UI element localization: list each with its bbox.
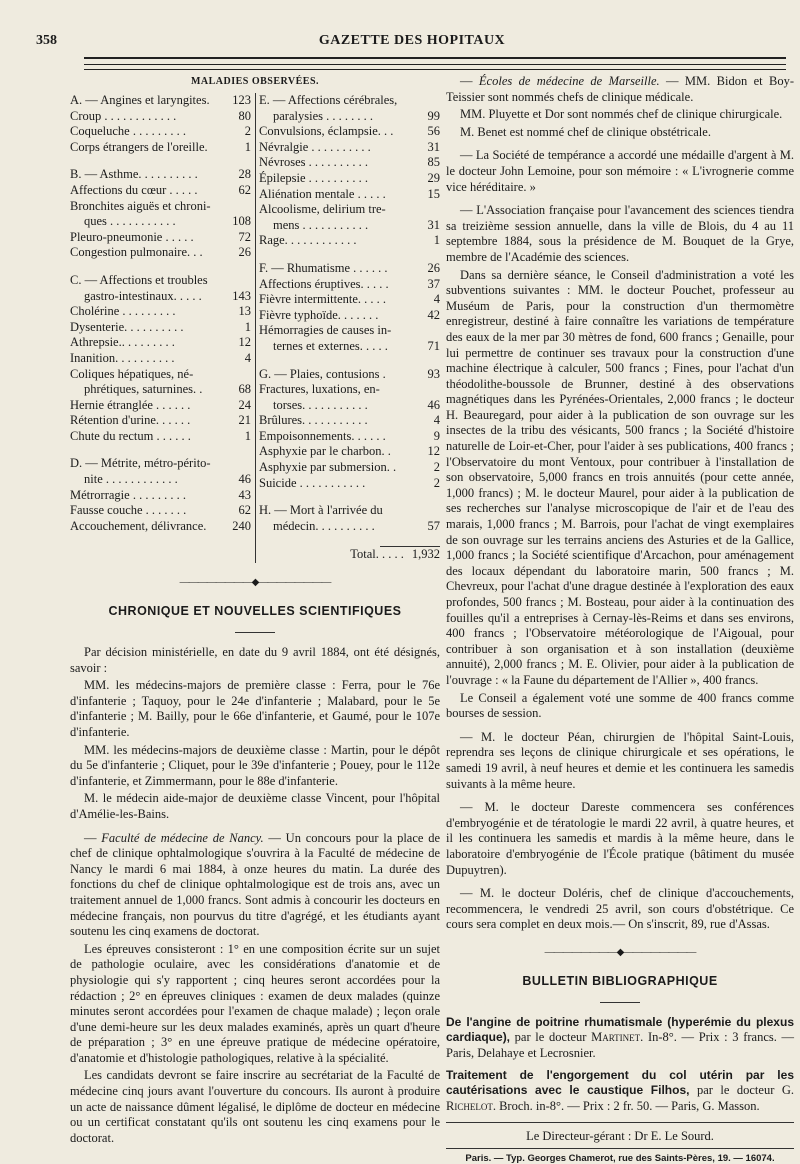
disease-label: Fractures, luxations, en- [259,382,380,397]
disease-label: Hernie étranglée . . . . . . [70,397,191,412]
disease-label: gastro-intestinaux. . . . . [84,288,202,303]
disease-row [70,183,251,199]
disease-label: Bronchites aiguës et chroni- [70,198,211,213]
disease-label: Asphyxie par submersion. . [259,460,397,475]
disease-count: 143 [232,288,251,303]
disease-label: Inanition. . . . . . . . . . [70,350,175,365]
disease-group-heading [70,273,251,289]
disease-row [259,413,440,429]
chronique-paragraph: Par décision ministérielle, en date du 9 avril 1884, ont été désignés, savoir : [70,645,440,675]
disease-row [259,476,440,492]
biblio-author: Richelot [446,1098,493,1113]
biblio-author: Martinet [591,1030,641,1045]
disease-count: 4 [244,350,251,365]
disease-count: 1 [244,428,251,443]
disease-count: 12 [238,335,251,350]
disease-label: mens . . . . . . . . . . . [273,217,369,232]
disease-row [70,488,251,504]
disease-row [259,202,440,218]
nancy-paragraph: — Faculté de médecine de Nancy. — Un concours pour la place de chef de clinique ophtalmologique s'ouvrira à la Faculté de médecine de Nancy le mardi 6 mai 1884, à onze heures du matin. La durée des fonctions du chef de clinique ophtalmologique est de trois ans, avec un traitement annuel de 1,000 francs. Sont admis à concourir les docteurs en médecine français, non pourvus du titre d'agrégé, et les étudiants ayant soutenu les cinq examens de doctorat. [70,830,440,939]
disease-row [259,292,440,308]
disease-label: Alcoolisme, delirium tre- [259,202,386,217]
group-heading-label: D. — Métrite, métro-périto- [70,456,211,471]
disease-count: 15 [427,186,440,201]
disease-count: 99 [427,108,440,123]
group-heading-value: 26 [427,260,440,275]
disease-count: 24 [238,397,251,412]
disease-group-heading [259,367,440,383]
disease-group-heading [259,503,440,519]
maladies-left-column [70,93,255,563]
group-heading-label: B. — Asthme. . . . . . . . . . [70,167,198,182]
doleris-paragraph: — M. le docteur Doléris, chef de clinique d'accouchements, recommencera, le vendredi 25 avril, son cours d'obstétrique. Ce cours sera complet en deux mois.— On s'inscrit, 89, rue d'Assas. [446,886,794,932]
chronique-paragraph: M. le médecin aide-major de deuxième classe Vincent, pour l'hôpital d'Amélie-les-Bains. [70,791,440,821]
disease-count: 4 [433,292,440,307]
page-header [36,33,788,49]
disease-label: nite . . . . . . . . . . . . [84,472,178,487]
marseille-text: — MM. Bidon et Boy-Teissier sont nommés chefs de clinique médicale. [446,74,795,104]
header-rule [84,64,786,65]
printer-line: Paris. — Typ. Georges Chamerot, rue des Saints-Pères, 19. — 16074. [465,1153,775,1164]
disease-row [70,335,251,351]
bourses-paragraph: Le Conseil a également voté une somme de 400 francs comme bourses de session. [446,690,794,721]
disease-count: 1 [244,319,251,334]
disease-row [259,187,440,203]
group-heading-label: G. — Plaies, contusions . [259,366,386,381]
disease-label: Hémorragies de causes in- [259,323,392,338]
group-heading-value [412,503,440,519]
biblio-text: par le docteur [510,1030,592,1045]
disease-label: Athrepsie.. . . . . . . . . [70,335,175,350]
disease-row [259,519,440,535]
disease-row [259,460,440,476]
disease-row [70,382,251,398]
disease-group [70,456,251,534]
disease-row [70,503,251,519]
disease-count [223,199,251,215]
disease-row [259,398,440,414]
disease-count: 9 [433,428,440,443]
disease-label: Rage. . . . . . . . . . . . [259,233,357,248]
disease-count: 21 [238,413,251,428]
total-label: Total. . . . . [350,547,404,562]
directeur-gerant: Le Directeur-gérant : Dr E. Le Sourd. [526,1129,714,1144]
disease-row [70,214,251,230]
disease-label: paralysies . . . . . . . . [273,108,373,123]
disease-label: Névralgie . . . . . . . . . . [259,139,371,154]
disease-row [70,429,251,445]
disease-count: 240 [232,518,251,533]
disease-count: 29 [427,170,440,185]
disease-count: 108 [232,214,251,229]
disease-label: ques . . . . . . . . . . . [84,214,176,229]
disease-row [70,398,251,414]
pean-paragraph: — M. le docteur Péan, chirurgien de l'hôpital Saint-Louis, reprendra ses leçons de clinique chirurgicale et ses opérations, le samedi 19 avril, à neuf heures et demie et les continuera les samedis suivants à la même heure. [446,729,794,791]
biblio-text: . Broch. in-8°. — Prix : 2 fr. 50. — Paris, G. Masson. [492,1098,760,1113]
left-column [70,74,440,1148]
disease-count: 13 [238,304,251,319]
disease-count: 31 [427,217,440,232]
disease-row [70,413,251,429]
disease-label: ternes et externes. . . . . [273,338,388,353]
disease-count: 62 [238,503,251,518]
disease-group [70,273,251,445]
disease-label: Coliques hépatiques, né- [70,366,194,381]
disease-count: 46 [427,397,440,412]
footer-rule [446,1122,794,1123]
group-heading-value [223,456,251,472]
disease-group [259,261,440,355]
disease-row [259,429,440,445]
biblio-entry [446,1068,794,1115]
biblio-text: . In-8°. — Prix : 3 francs. — Paris, Delahaye et Lecrosnier. [446,1030,795,1061]
disease-row [70,124,251,140]
disease-group [259,367,440,492]
disease-count: 12 [427,444,440,459]
header-rule [84,69,786,70]
marseille-paragraph-3: M. Benet est nommé chef de clinique obstétricale. [460,124,711,139]
disease-count: 43 [238,487,251,502]
disease-label: Fièvre typhoïde. . . . . . . [259,307,379,322]
disease-row [259,155,440,171]
candidats-paragraph: Les candidats devront se faire inscrire au secrétariat de la Faculté de médecine cinq jours avant l'ouverture du concours. Ils auront à produire un acte de naissance dûment légalisé, le diplôme de docteur en médecine ou un certificat constatant qu'ils ont soutenu les cinq examens pour le doctorat. [70,1068,440,1145]
disease-label: Convulsions, éclampsie. . . [259,124,394,139]
disease-group-heading [70,456,251,472]
disease-label: Cholérine . . . . . . . . . [70,304,176,319]
disease-row [70,519,251,535]
disease-count: 62 [238,182,251,197]
disease-count: 2 [433,475,440,490]
disease-row [259,444,440,460]
disease-label: Asphyxie par le charbon. . [259,444,391,459]
disease-row [259,339,440,355]
disease-group-heading [259,93,440,109]
disease-row [70,351,251,367]
association-paragraph: — L'Association française pour l'avancement des sciences tiendra sa treizième session annuelle, dans la ville de Blois, du 4 au 11 septembre 1884, sous la présidence de M. Bouquet de la Grye, membre de l'Académie des sciences. [446,203,794,264]
maladies-table [70,93,440,563]
section-separator: ————————◆———————— [179,577,331,589]
disease-label: Coqueluche . . . . . . . . . [70,124,186,139]
disease-label: Rétention d'urine. . . . . . [70,413,191,428]
disease-row [70,109,251,125]
disease-row [70,199,251,215]
disease-row [70,367,251,383]
disease-label: torses. . . . . . . . . . . [273,397,368,412]
maladies-title: MALADIES OBSERVÉES. [190,76,320,87]
disease-count: 4 [433,413,440,428]
temperance-paragraph: — La Société de tempérance a accordé une médaille d'argent à M. le docteur John Lemoine, pour son mémoire : « L'ivrognerie comme vice héréditaire. » [446,148,794,194]
disease-group [259,93,440,249]
disease-count: 72 [238,229,251,244]
disease-label: Empoisonnements. . . . . . [259,428,386,443]
disease-row [70,230,251,246]
page-number: 358 [36,33,57,48]
bulletin-title: BULLETIN BIBLIOGRAPHIQUE [522,973,718,988]
chronique-paragraph: MM. les médecins-majors de deuxième classe : Martin, pour le dépôt du 5e d'infanterie ; Cliquet, pour le 39e d'infanterie ; Pouey, pour le 112e d'infanterie, et Zimmermann, pour le 88e d'infanterie. [70,742,440,788]
header-rule [84,57,786,59]
disease-label: phrétiques, saturnines. . [84,382,203,397]
disease-label: Fièvre intermittente. . . . . [259,292,387,307]
disease-label: médecin. . . . . . . . . . [273,518,375,533]
marseille-paragraph-2: MM. Pluyette et Dor sont nommés chef de clinique chirurgicale. [460,107,783,122]
disease-row [259,140,440,156]
nancy-text: — Un concours pour la place de chef de clinique ophtalmologique s'ouvrira à la Faculté de médecine de Nancy le mardi 6 mai 1884, à onze heures du matin. La durée des fonctions du chef de clinique ophtalmologique est de trois ans, avec un traitement annuel de 1,000 francs. Sont admis à concourir les docteurs en médecine français, non pourvus du titre d'agrégé, et les étudiants ayant soutenu les cinq examens de doctorat. [70,830,440,939]
disease-row [70,472,251,488]
disease-count: 37 [427,276,440,291]
disease-group [259,503,440,534]
disease-row [70,289,251,305]
disease-group [70,93,251,155]
disease-row [259,382,440,398]
right-column [446,74,794,1164]
disease-count: 68 [238,382,251,397]
disease-count: 26 [238,245,251,260]
disease-label: Névroses . . . . . . . . . . [259,155,369,170]
disease-group [70,167,251,261]
disease-count: 42 [427,307,440,322]
disease-group-heading [70,167,251,183]
disease-count [412,202,440,218]
disease-label: Dysenterie. . . . . . . . . . [70,319,184,334]
disease-label: Croup . . . . . . . . . . . . [70,108,177,123]
biblio-entry [446,1015,794,1062]
disease-count: 56 [427,124,440,139]
disease-row [259,171,440,187]
disease-row [259,277,440,293]
disease-row [70,320,251,336]
disease-count: 1 [244,139,251,154]
disease-label: Corps étrangers de l'oreille. [70,139,208,154]
disease-count: 80 [238,108,251,123]
disease-count [412,382,440,398]
disease-count [223,367,251,383]
group-heading-label: H. — Mort à l'arrivée du [259,503,383,518]
subventions-paragraph: Dans sa dernière séance, le Conseil d'administration a voté les subventions suivantes : MM. le docteur Pouchet, professeur au Muséum de Paris, pour la construction d'un thermomètre enregistreur, destiné à faire connaître les variations de température des eaux de la mer par 30 mètres de fond, 600 francs ; Genaille, pour lui permettre de continuer ses travaux pour la construction d'une machine électrique à calculer, 500 francs ; Fines, pour l'achat d'un théodolithe-boussole de Brunner, destiné à des observations magnétiques dans les Pyrénées-Orientales, 2,000 francs ; le docteur H. Beauregard, pour aider à la publication de son ouvrage sur les insectes de la tribu des vésicants, 500 francs ; la Société d'histoire naturelle de Loir-et-Cher, pour l'aider à ses publications, 400 francs ; l'Observatoire du mont Ventoux, pour contribuer à l'installation de son observatoire, 5,000 francs en trois annuités (pour cette année, 1,000 francs) ; M. le docteur Maurel, pour aider à la publication de ses recherches sur l'analyse microscopique de l'air et de l'eau des marais, 1,000 francs ; M. Barrois, pour l'achat de vingt exemplaires de son ouvrage sur les terrains anciens des Asturies et de la Gallice, 1,000 francs ; la Société scientifique d'Arcachon, pour aménagement des locaux dépendant du laboratoire marin, 500 francs ; M. Chevreux, pour l'achat d'une drague destinée à l'exploration des eaux profondes, 500 francs ; M. Bosteau, pour aider à la continuation des fouilles qu'il a entreprises à Cernay-lès-Reims et dans ses environs, 400 francs ; l'Observatoire météorologique de l'Aigoual, pour contribuer à son organisation et à son installation (deuxième annuité), 2,000 francs ; M. E. Olivier, pour aider à la publication de l'ouvrage : « la Faune du département de l'Allier », 400 francs. [446,267,794,687]
marseille-paragraph: — Écoles de médecine de Marseille. — MM. Bidon et Boy-Teissier sont nommés chefs de clinique médicale. [446,74,795,104]
maladies-right-column [255,93,440,563]
disease-count: 46 [238,472,251,487]
disease-label: Pleuro-pneumonie . . . . . [70,229,194,244]
total-value: 1,932 [411,547,440,562]
title-rule [600,1002,640,1003]
disease-row [70,140,251,156]
total-row [259,547,440,563]
disease-count: 2 [244,124,251,139]
disease-label: Chute du rectum . . . . . . [70,428,191,443]
biblio-text: par le docteur G. [689,1083,794,1098]
group-heading-label: F. — Rhumatisme . . . . . . [259,260,388,275]
column-divider [255,93,256,563]
epreuves-paragraph: Les épreuves consisteront : 1° en une composition écrite sur un sujet de pathologie oculaire, avec les considérations d'anatomie et de physiologie qui s'y rapportent ; cinq heures seront accordées pour la rédaction ; 2° en épreuves cliniques : examen de deux malades (quinze minutes seront accordées pour l'examen de chaque malade) ; leçon orale d'une demi-heure sur les deux malades examinés, après un quart d'heure de préparation ; 3° en une épreuve pratique de médecine opératoire, d'anatomie et d'histologie pathologiques, relative à la spécialité. [70,941,440,1065]
disease-row [259,308,440,324]
disease-count: 1 [433,233,440,248]
disease-count: 31 [427,139,440,154]
group-heading-label: A. — Angines et laryngites. [70,93,210,107]
group-heading-value: 93 [427,366,440,381]
disease-row [70,245,251,261]
dareste-paragraph: — M. le docteur Dareste commencera ses conférences d'embryogénie et de tératologie le mardi 22 avril, à quatre heures, et il les continuera les samedis et mardis à la même heure, dans le laboratoire d'embryogénie de l'École pratique (bâtiment du musée Dupuytren). [446,800,794,877]
disease-label: Aliénation mentale . . . . . [259,186,386,201]
disease-count: 71 [427,338,440,353]
running-title: GAZETTE DES HOPITAUX [318,33,506,48]
disease-count [412,323,440,339]
disease-row [259,124,440,140]
biblio-title: De l'angine de poitrine rhumatismale (hyperémie du plexus cardiaque), [446,1014,794,1045]
disease-group-heading [259,261,440,277]
group-heading-label: C. — Affections et troubles [70,272,208,287]
disease-row [259,233,440,249]
group-heading-value [223,273,251,289]
disease-group-heading [70,93,251,109]
section-separator: ————————◆———————— [544,946,696,958]
disease-row [259,109,440,125]
group-heading-label: E. — Affections cérébrales, [259,93,398,107]
disease-count: 85 [427,155,440,170]
disease-label: Accouchement, délivrance. [70,518,207,533]
disease-label: Affections éruptives. . . . . [259,276,389,291]
disease-label: Suicide . . . . . . . . . . . [259,475,366,490]
disease-row [259,323,440,339]
chronique-paragraph: MM. les médecins-majors de première classe : Ferra, pour le 76e d'infanterie ; Taquoy, pour le 24e d'infanterie ; Malabard, pour le 5e d'infanterie ; M. Bailly, pour le 66e d'infanterie, et Gaumé, pour le 107e d'infanterie. [70,678,440,739]
disease-label: Épilepsie . . . . . . . . . . [259,170,369,185]
disease-count: 57 [427,518,440,533]
disease-count: 2 [433,460,440,475]
nancy-title: Faculté de médecine de Nancy. [101,830,264,845]
chronique-title: CHRONIQUE ET NOUVELLES SCIENTIFIQUES [108,604,402,619]
group-heading-value: 28 [238,167,251,182]
group-heading-value [412,93,440,109]
disease-label: Affections du cœur . . . . . [70,182,198,197]
footer-rule [446,1148,794,1149]
disease-label: Congestion pulmonaire. . . [70,245,203,260]
disease-row [259,218,440,234]
group-heading-value: 123 [232,93,251,107]
disease-label: Métrorragie . . . . . . . . . [70,487,186,502]
disease-label: Brûlures. . . . . . . . . . . [259,413,368,428]
title-rule [235,632,275,633]
biblio-title: Traitement de l'engorgement du col utérin par les cautérisations avec le caustique Filhos, [446,1067,794,1098]
disease-label: Fausse couche . . . . . . . [70,503,187,518]
disease-row [70,304,251,320]
marseille-title: Écoles de médecine de Marseille. [478,74,660,88]
